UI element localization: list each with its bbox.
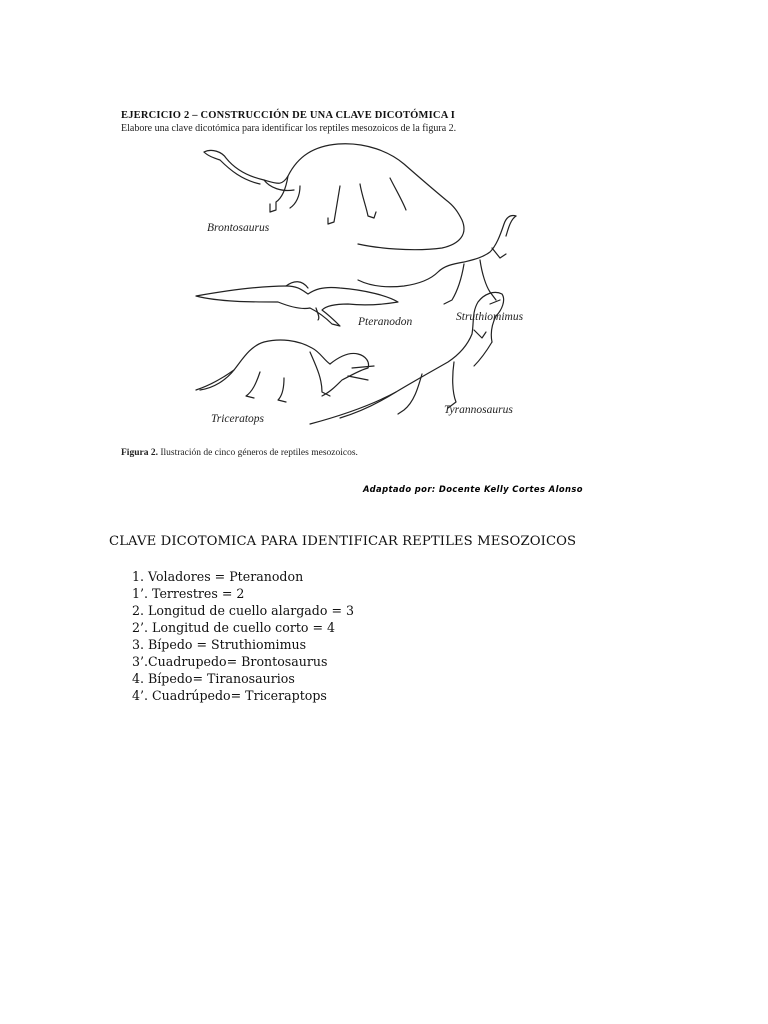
label-triceratops: Triceratops [211, 413, 265, 425]
label-tyrannosaurus: Tyrannosaurus [444, 404, 513, 416]
figure-caption-label: Figura 2. [121, 448, 158, 458]
triceratops-drawing [196, 340, 374, 402]
dichotomous-key-list [132, 568, 354, 704]
key-step: 3. Bípedo = Struthiomimus [132, 637, 307, 652]
label-struthiomimus: Struthiomimus [456, 311, 524, 323]
figure-caption [121, 448, 358, 458]
key-step: 2’. Longitud de cuello corto = 4 [132, 620, 336, 635]
key-step: 2. Longitud de cuello alargado = 3 [132, 603, 355, 618]
label-brontosaurus: Brontosaurus [207, 222, 270, 234]
figure-caption-text: Ilustración de cinco géneros de reptiles mesozoicos. [157, 448, 358, 458]
dinosaur-illustration [190, 140, 550, 440]
key-step: 1. Voladores = Pteranodon [132, 569, 304, 584]
label-pteranodon: Pteranodon [358, 316, 413, 328]
key-step: 1’. Terrestres = 2 [132, 586, 245, 601]
key-step: 3’.Cuadrupedo= Brontosaurus [132, 654, 328, 669]
exercise-instruction: Elabore una clave dicotómica para identificar los reptiles mesozoicos de la figura 2. [121, 123, 457, 134]
key-step: 4’. Cuadrúpedo= Triceraptops [132, 688, 327, 703]
author-credit: Adaptado por: Docente Kelly Cortes Alonso [363, 484, 583, 494]
struthiomimus-drawing [358, 215, 516, 304]
key-title: CLAVE DICOTOMICA PARA IDENTIFICAR REPTILES MESOZOICOS [109, 534, 577, 549]
exercise-title: EJERCICIO 2 – CONSTRUCCIÓN DE UNA CLAVE DICOTÓMICA I [121, 110, 456, 121]
key-step: 4. Bípedo= Tiranosaurios [132, 671, 295, 686]
